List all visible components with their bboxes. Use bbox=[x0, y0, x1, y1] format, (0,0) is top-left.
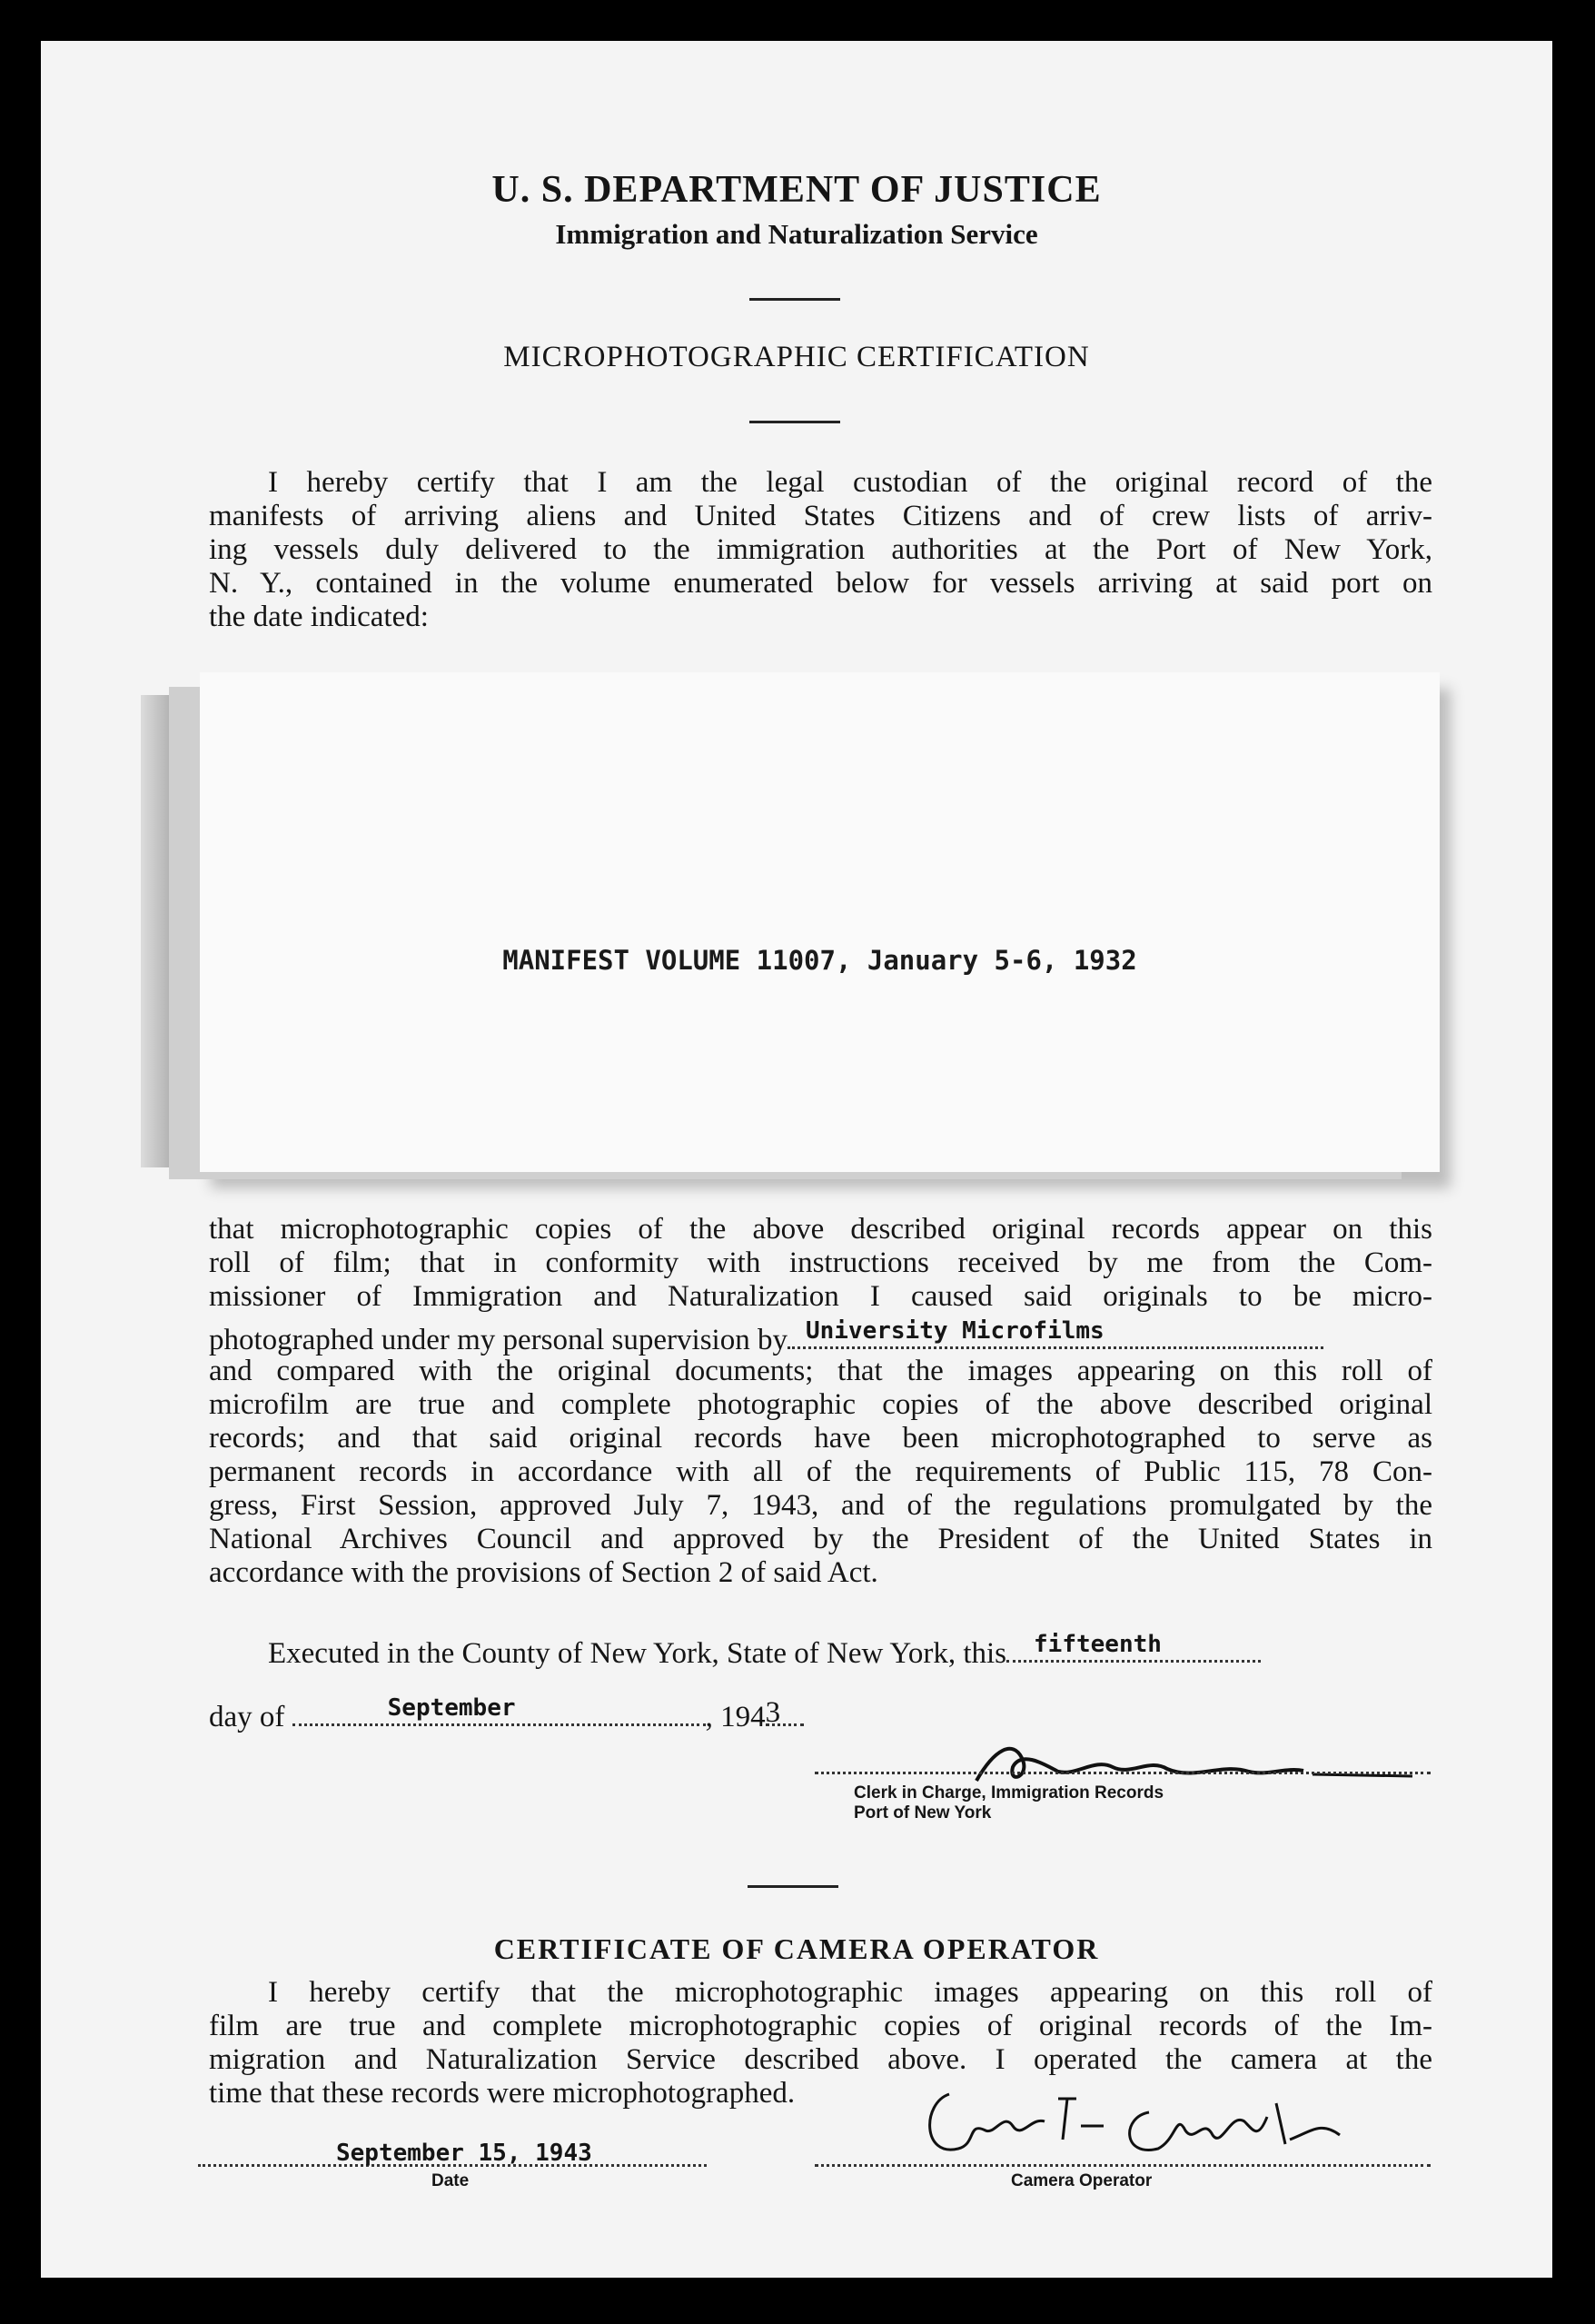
clerk-port: Port of New York bbox=[854, 1803, 992, 1822]
divider bbox=[749, 421, 840, 423]
intro-line: manifests of arriving aliens and United States Citizens and of crew lists of arriv- bbox=[209, 500, 1432, 532]
operator-signature-line bbox=[815, 2155, 1431, 2167]
month-value: September bbox=[387, 1694, 516, 1722]
body-line: National Archives Council and approved by the President of the United States in bbox=[209, 1523, 1432, 1555]
date-label: Date bbox=[431, 2171, 470, 2190]
clerk-title: Clerk in Charge, Immigration Records bbox=[854, 1783, 1164, 1803]
card-shadow bbox=[141, 695, 177, 1167]
day-of-line: day of September , 194 3 bbox=[209, 1696, 804, 1734]
department-heading: U. S. DEPARTMENT OF JUSTICE bbox=[491, 169, 1102, 211]
manifest-card bbox=[200, 672, 1440, 1172]
intro-line: N. Y., contained in the volume enumerated below for vessels arriving at said port on bbox=[209, 567, 1432, 600]
supervision-prefix: photographed under my personal supervision by bbox=[209, 1324, 788, 1356]
date-value: September 15, 1943 bbox=[336, 2140, 592, 2167]
supervision-line bbox=[209, 1319, 1432, 1357]
certification-title: MICROPHOTOGRAPHIC CERTIFICATION bbox=[503, 341, 1090, 373]
day-fill bbox=[1006, 1633, 1261, 1663]
camera-line: I hereby certify that the microphotographic images appearing on this roll of bbox=[268, 1976, 1432, 2009]
supervision-fill bbox=[788, 1319, 1323, 1349]
executed-line bbox=[268, 1633, 1261, 1671]
body-line: permanent records in accordance with all of the requirements of Public 115, 78 Con- bbox=[209, 1455, 1432, 1488]
camera-certificate-title: CERTIFICATE OF CAMERA OPERATOR bbox=[493, 1932, 1100, 1965]
body-line: accordance with the provisions of Section 2 of said Act. bbox=[209, 1556, 878, 1589]
certificate-sheet bbox=[41, 41, 1552, 2278]
divider bbox=[749, 298, 840, 301]
intro-line: the date indicated: bbox=[209, 601, 429, 633]
body-line: missioner of Immigration and Naturalization I caused said originals to be micro- bbox=[209, 1280, 1432, 1313]
operator-label: Camera Operator bbox=[1011, 2171, 1153, 2190]
year-prefix: 194 bbox=[720, 1701, 766, 1733]
divider bbox=[748, 1885, 838, 1888]
manifest-volume-text: MANIFEST VOLUME 11007, January 5-6, 1932 bbox=[502, 945, 1137, 976]
camera-line: film are true and complete microphotographic copies of original records of the Im- bbox=[209, 2010, 1432, 2042]
supervision-value: University Microfilms bbox=[805, 1317, 1105, 1345]
day-of-label: day of bbox=[209, 1701, 285, 1733]
body-line: that microphotographic copies of the above described original records appear on this bbox=[209, 1213, 1432, 1246]
clerk-signature-line bbox=[815, 1763, 1431, 1774]
intro-line: ing vessels duly delivered to the immigration authorities at the Port of New York, bbox=[209, 533, 1432, 566]
camera-line: time that these records were microphotographed. bbox=[209, 2077, 796, 2110]
body-line: microfilm are true and complete photographic copies of the above described original bbox=[209, 1388, 1432, 1421]
year-fill bbox=[765, 1696, 804, 1729]
intro-line: I hereby certify that I am the legal custodian of the original record of the bbox=[268, 466, 1432, 499]
body-line: records; and that said original records have been microphotographed to serve as bbox=[209, 1422, 1432, 1455]
year-value: 3 bbox=[765, 1696, 781, 1729]
service-subheading: Immigration and Naturalization Service bbox=[555, 218, 1038, 250]
body-line: roll of film; that in conformity with instructions received by me from the Com- bbox=[209, 1246, 1432, 1279]
executed-prefix: Executed in the County of New York, State of New York, this bbox=[268, 1637, 1007, 1670]
month-fill bbox=[292, 1696, 706, 1726]
body-line: gress, First Session, approved July 7, 1943, and of the regulations promulgated by the bbox=[209, 1489, 1432, 1522]
camera-line: migration and Naturalization Service described above. I operated the camera at the bbox=[209, 2043, 1432, 2076]
body-line: and compared with the original documents; that the images appearing on this roll of bbox=[209, 1355, 1432, 1387]
day-value: fifteenth bbox=[1034, 1631, 1162, 1658]
